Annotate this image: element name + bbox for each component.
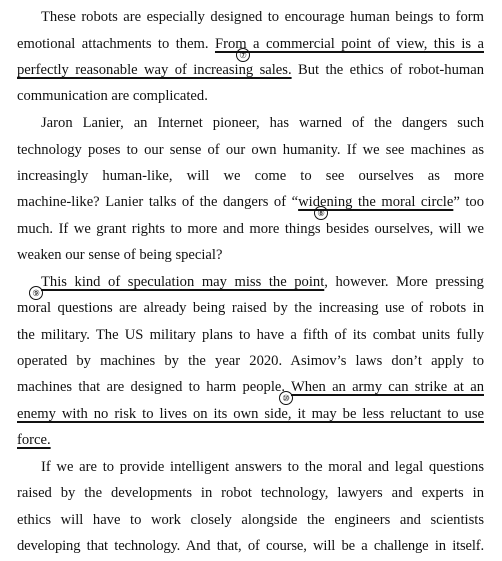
text-line	[17, 269, 484, 295]
text-span: raised by the developments in robot technology, lawyers and experts in	[17, 485, 484, 501]
text-line	[17, 57, 484, 83]
marker-9: ⑨	[29, 286, 43, 300]
underlined-passage-10: enemy with no risk to lives on its own side, it may be less reluctant to use	[17, 406, 484, 422]
text-span: communication are complicated.	[17, 88, 208, 104]
text-span: If we are to provide intelligent answers to the moral and legal questions	[41, 459, 484, 475]
text-span: ” too	[453, 194, 484, 210]
text-span: Jaron Lanier, an Internet pioneer, has warned of the dangers such	[41, 115, 484, 131]
text-line	[17, 216, 484, 242]
text-span: increasingly human-like, will we come to see ourselves as more	[17, 168, 484, 184]
text-line	[17, 137, 484, 163]
text-line	[17, 31, 484, 57]
text-span: the military. The US military plans to have a fifth of its combat units fully	[17, 327, 484, 343]
text-line	[17, 163, 484, 189]
text-line	[17, 427, 484, 453]
marker-8: ⑧	[314, 206, 328, 220]
underlined-passage-10: force.	[17, 432, 51, 448]
text-line	[17, 533, 484, 559]
text-line	[17, 4, 484, 30]
text-span: technology poses to our sense of our own humanity. If we see machines as	[17, 142, 484, 158]
text-line	[17, 242, 484, 268]
text-line	[17, 401, 484, 427]
text-span: , however. More pressing	[324, 274, 484, 290]
marker-7: ⑦	[236, 48, 250, 62]
text-span: emotional attachments to them.	[17, 36, 215, 52]
text-line	[17, 83, 484, 109]
text-span: machine-like? Lanier talks of the dangers of “	[17, 194, 299, 210]
text-span: developing that technology. And that, of course, will be a challenge in itself.	[17, 538, 484, 554]
underlined-passage-10: When an army can strike at an	[290, 379, 484, 395]
text-span: ethics will have to work closely alongside the engineers and scientists	[17, 512, 484, 528]
text-span: operated by machines by the year 2020. Asimov’s laws don’t apply to	[17, 353, 484, 369]
underlined-passage-8: widening the moral circle	[298, 194, 454, 210]
text-line	[17, 507, 484, 533]
text-span: machines that are designed to harm people.	[17, 379, 291, 395]
text-line	[17, 322, 484, 348]
marker-10: ⑩	[279, 391, 293, 405]
text-line	[17, 295, 484, 321]
text-span: These robots are especially designed to encourage human beings to form	[41, 9, 484, 25]
underlined-passage-9: This kind of speculation may miss the point	[41, 274, 325, 290]
text-span: But the ethics of robot-human	[291, 62, 484, 78]
text-line	[17, 110, 484, 136]
text-line	[17, 374, 484, 400]
text-span: weaken our sense of being special?	[17, 247, 223, 263]
underlined-passage-7: perfectly reasonable way of increasing sales.	[17, 62, 292, 78]
text-line	[17, 454, 484, 480]
text-line	[17, 480, 484, 506]
text-span: much. If we grant rights to more and more things besides ourselves, will we	[17, 221, 484, 237]
underlined-passage-7: From a commercial point of view, this is a	[214, 36, 484, 52]
text-line	[17, 189, 484, 215]
text-line	[17, 348, 484, 374]
text-span: moral questions are already being raised by the increasing use of robots in	[17, 300, 484, 316]
